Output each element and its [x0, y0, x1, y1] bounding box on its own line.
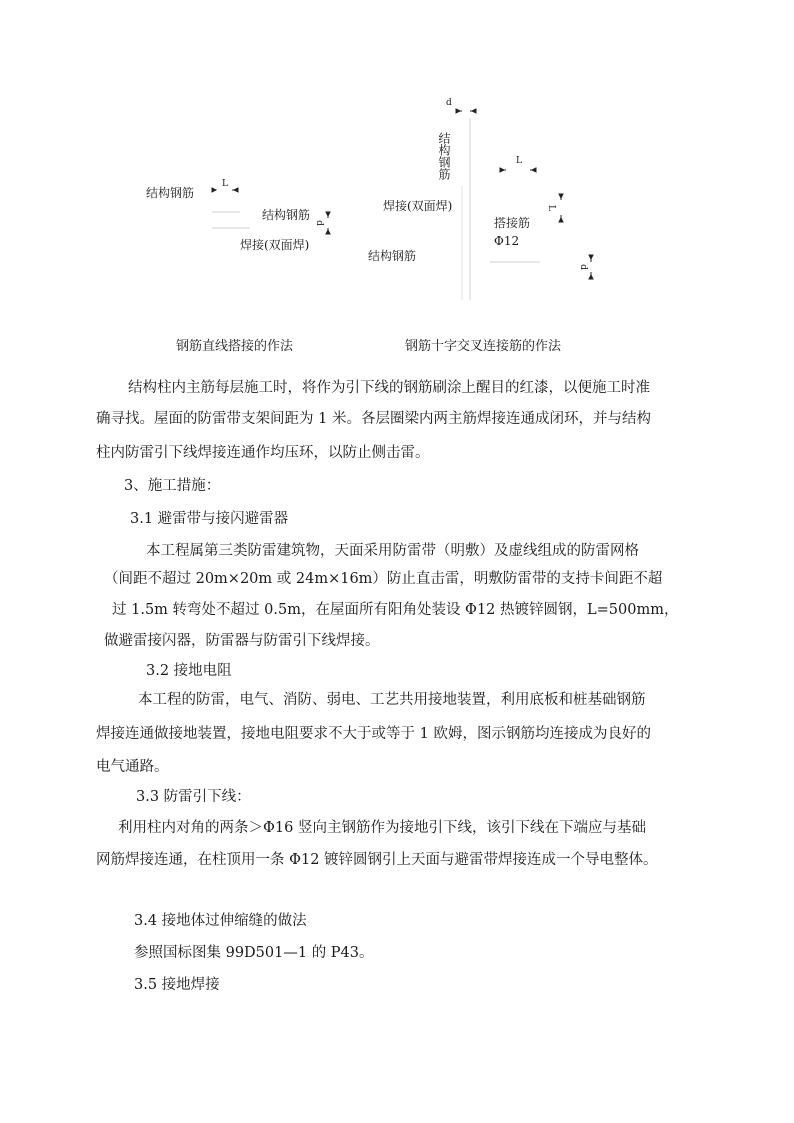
paragraph-2-line-4: 做避雷接闪器，防雷器与防雷引下线焊接。	[104, 633, 380, 649]
paragraph-1-line-2: 确寻找。屋面的防雷带支架间距为 1 米。各层圈梁内两主筋焊接连通成闭环，并与结构	[96, 411, 651, 427]
section-3-3-heading: 3.3 防雷引下线：	[136, 789, 251, 805]
paragraph-5-line-1: 参照国标图集 99D501—1 的 P43。	[134, 945, 374, 961]
section-3-2-heading: 3.2 接地电阻	[146, 663, 232, 679]
right-side-length-label: L	[545, 205, 556, 211]
paragraph-2-line-2: （间距不超过 20m×20m 或 24m×16m）防止直击雷，明敷防雷带的支持卡间距不超	[104, 571, 663, 587]
right-figure-caption: 钢筋十字交叉连接筋的作法	[405, 339, 562, 354]
right-bottom-rebar-label: 结构钢筋	[368, 249, 417, 263]
left-mid-rebar-label: 结构钢筋	[262, 208, 311, 222]
paragraph-4-line-2: 网筋焊接连通，在柱顶用一条 Φ12 镀锌圆钢引上天面与避雷带焊接连成一个导电整体。	[96, 852, 658, 868]
paragraph-1-line-3: 柱内防雷引下线焊接连通作均压环，以防止侧击雷。	[96, 445, 430, 461]
section-3-4-heading: 3.4 接地体过伸缩缝的做法	[134, 913, 307, 929]
paragraph-4-line-1: 利用柱内对角的两条＞Φ16 竖向主钢筋作为接地引下线，该引下线在下端应与基础	[118, 820, 646, 836]
paragraph-2-line-1: 本工程属第三类防雷建筑物，天面采用防雷带（明敷）及虚线组成的防雷网格	[146, 543, 639, 559]
paragraph-3-line-1: 本工程的防雷，电气、消防、弱电、工艺共用接地装置，利用底板和桩基础钢筋	[138, 692, 646, 708]
section-3-5-heading: 3.5 接地焊接	[134, 977, 220, 993]
right-phi-label: Φ12	[494, 234, 520, 248]
left-weld-label: 焊接(双面焊)	[240, 238, 310, 252]
left-diameter-label: d	[313, 220, 324, 226]
left-top-rebar-label: 结构钢筋	[146, 186, 195, 200]
right-top-diameter-label: d	[446, 98, 452, 108]
section-3-heading: 3、施工措施：	[124, 478, 221, 494]
paragraph-3-line-2: 焊接连通做接地装置，接地电阻要求不大于或等于 1 欧姆，图示钢筋均连接成为良好的	[96, 726, 651, 742]
paragraph-1-line-1: 结构柱内主筋每层施工时，将作为引下线的钢筋刷涂上醒目的红漆，以便施工时准	[128, 380, 650, 396]
right-length-label: L	[516, 156, 522, 166]
section-3-1-heading: 3.1 避雷带与接闪避雷器	[130, 511, 289, 527]
right-vertical-rebar-label: 结构钢筋	[437, 132, 451, 180]
paragraph-3-line-3: 电气通路。	[96, 759, 169, 775]
left-length-label: L	[222, 179, 228, 189]
right-bottom-diameter-label: d	[577, 264, 588, 270]
paragraph-2-line-3: 过 1.5m 转弯处不超过 0.5m，在屋面所有阳角处装设 Φ12 热镀锌圆钢，L=500mm，	[112, 602, 679, 618]
right-weld-label: 焊接(双面焊)	[383, 199, 453, 213]
right-lap-bar-label: 搭接筋	[494, 216, 531, 230]
left-figure-caption: 钢筋直线搭接的作法	[176, 339, 294, 354]
rebar-diagrams	[0, 0, 794, 360]
